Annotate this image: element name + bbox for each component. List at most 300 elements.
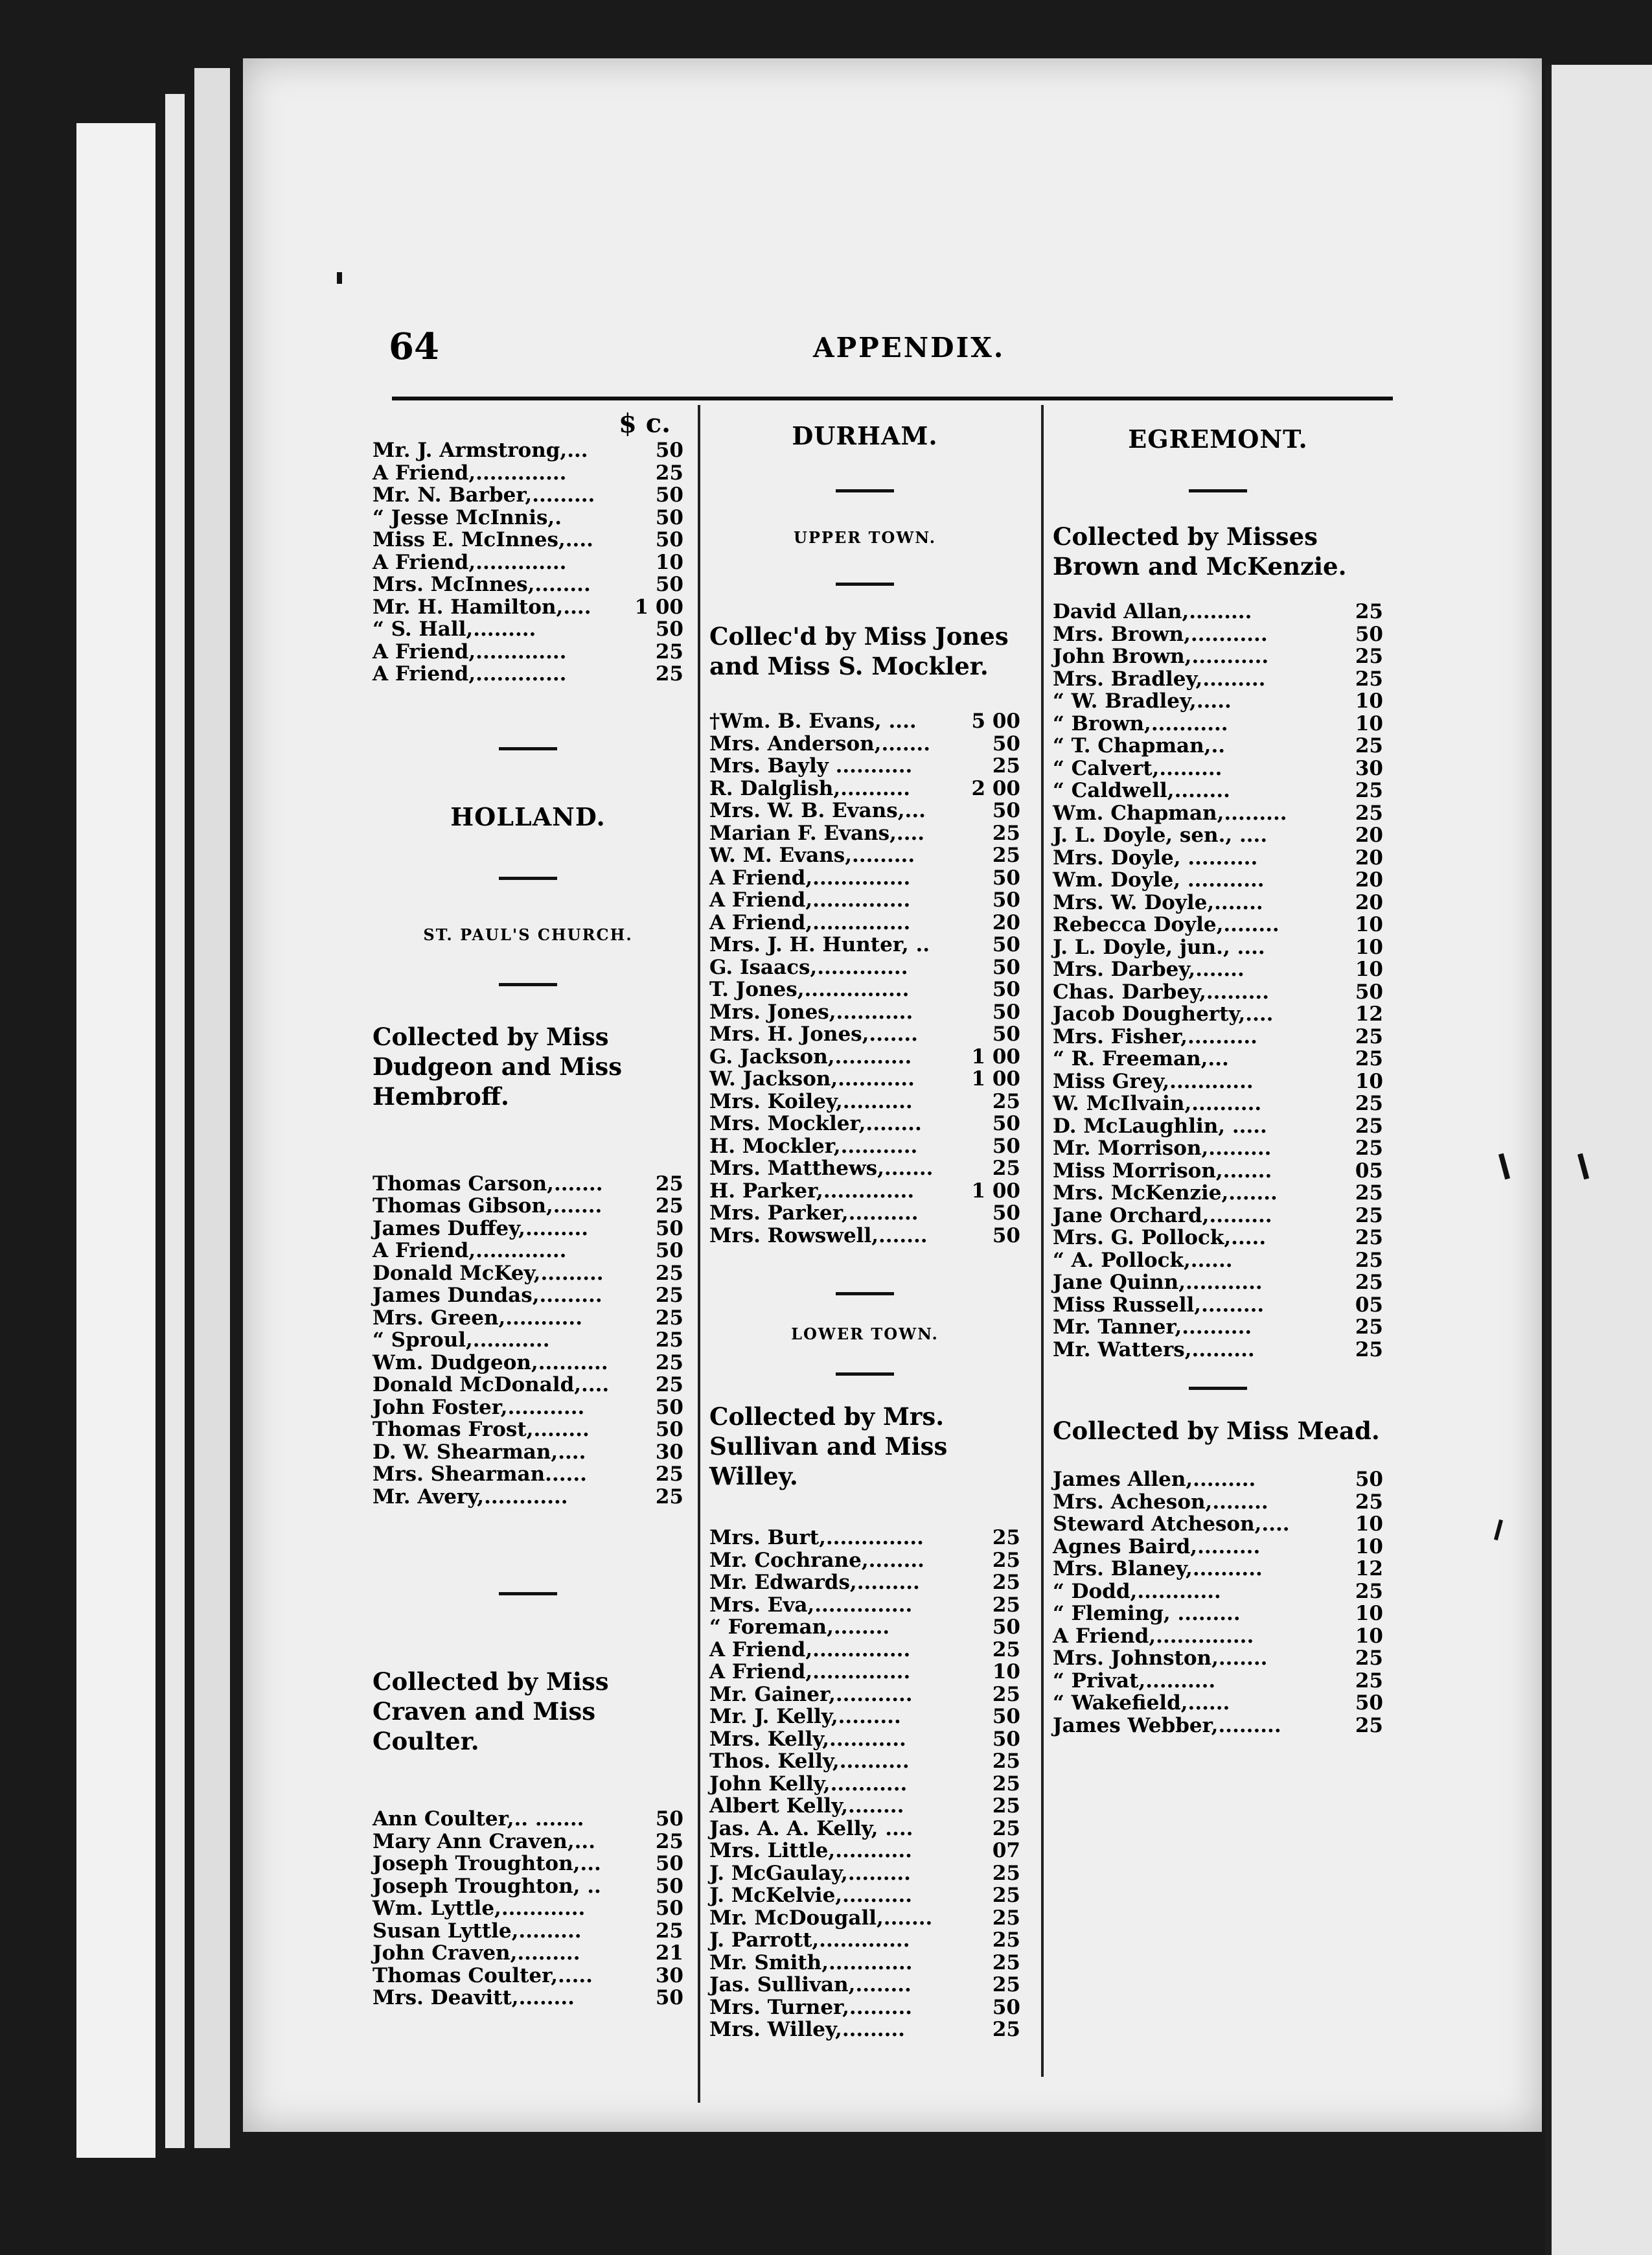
contribution-amount: 05: [1355, 1159, 1383, 1183]
list-item: [1053, 1227, 1383, 1249]
list-item: [1053, 1137, 1383, 1160]
contributor-name: Marian F. Evans,....: [709, 821, 925, 845]
list-item: [709, 710, 1020, 733]
contribution-amount: 1 00: [634, 595, 683, 619]
contribution-amount: 50: [992, 1201, 1020, 1225]
contributor-name: Mr. J. Armstrong,...: [373, 439, 588, 462]
list-craven: [373, 1808, 683, 2009]
contributor-name: Mrs. Burt,..............: [709, 1526, 924, 1549]
contribution-amount: 25: [992, 1906, 1020, 1930]
contribution-amount: 25: [655, 1919, 683, 1943]
contributor-name: W. Jackson,...........: [709, 1067, 915, 1091]
list-item: [709, 1202, 1020, 1225]
contribution-amount: 25: [1355, 801, 1383, 825]
list-item: [1053, 1513, 1383, 1536]
contributor-name: H. Parker,.............: [709, 1179, 915, 1203]
contribution-amount: 50: [655, 1239, 683, 1262]
list-item: [1053, 623, 1383, 646]
contribution-amount: 50: [655, 505, 683, 529]
contributor-name: Chas. Darbey,.........: [1053, 980, 1270, 1004]
list-upper-town: [709, 710, 1020, 1247]
list-item: [373, 618, 683, 641]
list-item: [709, 1046, 1020, 1069]
contributor-name: Ann Coulter,.. .......: [373, 1807, 584, 1831]
page-number: 64: [389, 325, 439, 368]
contributor-name: John Craven,.........: [373, 1941, 580, 1965]
list-item: [373, 1195, 683, 1218]
contributor-name: Thomas Frost,........: [373, 1418, 590, 1441]
contribution-amount: 25: [1355, 1647, 1383, 1670]
contribution-amount: 25: [655, 1194, 683, 1218]
contributor-name: Mr. Morrison,.........: [1053, 1137, 1272, 1160]
contribution-amount: 50: [992, 1000, 1020, 1024]
collector-heading: Collec'd by Miss Jones and Miss S. Mockler.: [709, 622, 1009, 680]
list-holland-top: [373, 439, 683, 686]
contribution-amount: 25: [992, 1571, 1020, 1594]
contribution-amount: 10: [1355, 1624, 1383, 1648]
contribution-amount: 25: [992, 1682, 1020, 1706]
book-page-edge-left-3: [194, 68, 230, 2148]
contributor-name: Mrs. Bradley,.........: [1053, 667, 1266, 691]
list-item: [373, 1808, 683, 1831]
contributor-name: D. W. Shearman,....: [373, 1440, 586, 1464]
contributor-name: Mrs. Darbey,.......: [1053, 958, 1245, 981]
list-item: [373, 1965, 683, 1987]
contribution-amount: 20: [1355, 846, 1383, 870]
contributor-name: Miss Russell,.........: [1053, 1293, 1265, 1317]
contributor-name: Mrs. Eva,..............: [709, 1593, 913, 1617]
list-item: [1053, 1647, 1383, 1670]
list-item: [1053, 958, 1383, 981]
list-item: [373, 596, 683, 619]
list-item: [1053, 1249, 1383, 1272]
contribution-amount: 25: [992, 1637, 1020, 1661]
contributor-name: “ A. Pollock,......: [1053, 1248, 1233, 1272]
list-item: [373, 573, 683, 596]
list-item: [709, 1091, 1020, 1113]
contribution-amount: 10: [1355, 958, 1383, 981]
book-page: [243, 58, 1542, 2132]
contribution-amount: 25: [1355, 1114, 1383, 1138]
contribution-amount: 50: [655, 1807, 683, 1831]
contributor-name: “ Caldwell,........: [1053, 779, 1230, 802]
list-item: [709, 844, 1020, 867]
contribution-amount: 25: [992, 1157, 1020, 1180]
contributor-name: Mr. Tanner,..........: [1053, 1315, 1252, 1339]
contribution-amount: 12: [1355, 1002, 1383, 1026]
contribution-amount: 5 00: [971, 710, 1020, 733]
contributor-name: Mr. Avery,............: [373, 1485, 568, 1509]
contributor-name: Mrs. Kelly,...........: [709, 1727, 906, 1751]
list-item: [709, 1773, 1020, 1796]
list-item: [1053, 914, 1383, 936]
contribution-amount: 2 00: [971, 776, 1020, 800]
list-item: [373, 1987, 683, 2009]
contributor-name: “ S. Hall,.........: [373, 618, 536, 641]
contributor-name: Joseph Troughton, ..: [373, 1874, 601, 1898]
subheading-upper-town: UPPER TOWN.: [793, 528, 937, 547]
contributor-name: A Friend,..............: [709, 866, 911, 890]
contributor-name: “ Privat,..........: [1053, 1669, 1216, 1693]
list-item: [709, 934, 1020, 956]
contribution-amount: 25: [1355, 1024, 1383, 1048]
section-heading-holland: HOLLAND.: [450, 802, 606, 831]
list-item: [1053, 1271, 1383, 1294]
contribution-amount: 25: [655, 1829, 683, 1853]
contributor-name: “ Dodd,............: [1053, 1579, 1221, 1603]
contributor-name: G. Isaacs,.............: [709, 955, 908, 979]
contributor-name: Mrs. Parker,..........: [709, 1201, 919, 1225]
list-item: [1053, 1070, 1383, 1093]
contributor-name: David Allan,.........: [1053, 600, 1252, 623]
contribution-amount: 25: [1355, 645, 1383, 668]
contribution-amount: 25: [655, 1373, 683, 1396]
contributor-name: Rebecca Doyle,........: [1053, 913, 1279, 936]
collector-heading: Collected by Miss Mead.: [1053, 1417, 1380, 1445]
list-item: [709, 1157, 1020, 1180]
list-item: [1053, 1536, 1383, 1558]
list-item: [1053, 1670, 1383, 1693]
list-item: [709, 1616, 1020, 1639]
list-item: [709, 1795, 1020, 1818]
list-item: [709, 1996, 1020, 2019]
contributor-name: Mrs. Brown,...........: [1053, 622, 1268, 646]
contribution-amount: 25: [1355, 1047, 1383, 1070]
contribution-amount: 50: [992, 1727, 1020, 1751]
contributor-name: Steward Atcheson,....: [1053, 1512, 1290, 1536]
contribution-amount: 25: [992, 1750, 1020, 1773]
contributor-name: G. Jackson,...........: [709, 1045, 912, 1069]
list-item: [709, 867, 1020, 890]
contributor-name: J. McKelvie,..........: [709, 1884, 913, 1907]
margin-mark: [337, 272, 342, 284]
contributor-name: James Duffey,.........: [373, 1216, 589, 1240]
contributor-name: A Friend,..............: [709, 1637, 911, 1661]
list-item: [1053, 1294, 1383, 1317]
contribution-amount: 25: [992, 754, 1020, 778]
contributor-name: Mrs. Anderson,.......: [709, 732, 931, 756]
contributor-name: A Friend,.............: [373, 640, 567, 664]
list-item: [709, 1135, 1020, 1158]
contribution-amount: 50: [992, 978, 1020, 1001]
list-item: [709, 1180, 1020, 1203]
list-mead: [1053, 1468, 1383, 1737]
contribution-amount: 50: [655, 1986, 683, 2009]
list-item: [373, 1329, 683, 1352]
list-item: [373, 1218, 683, 1240]
list-item: [709, 956, 1020, 979]
contribution-amount: 25: [1355, 1579, 1383, 1603]
contributor-name: “ R. Freeman,...: [1053, 1047, 1229, 1070]
list-item: [709, 1683, 1020, 1706]
book-page-edge-left-2: [165, 94, 185, 2148]
contributor-name: A Friend,..............: [1053, 1624, 1254, 1648]
contribution-amount: 50: [992, 866, 1020, 890]
list-item: [709, 1549, 1020, 1572]
contributor-name: “ Fleming, .........: [1053, 1602, 1241, 1625]
list-item: [373, 1920, 683, 1943]
contributor-name: Donald McKey,.........: [373, 1261, 604, 1285]
list-item: [373, 663, 683, 686]
contributor-name: Mrs. Fisher,..........: [1053, 1024, 1257, 1048]
contribution-amount: 50: [655, 1418, 683, 1441]
collector-heading: Collected by Mrs. Sullivan and Miss Willey.: [709, 1402, 948, 1490]
contribution-amount: 25: [1355, 600, 1383, 623]
list-item: [709, 1023, 1020, 1046]
contributor-name: Thomas Carson,.......: [373, 1172, 603, 1196]
contributor-name: A Friend,..............: [709, 910, 911, 934]
list-item: [709, 978, 1020, 1001]
contribution-amount: 50: [992, 933, 1020, 956]
contributor-name: John Foster,...........: [373, 1395, 585, 1419]
contributor-name: Wm. Chapman,.........: [1053, 801, 1287, 825]
contributor-name: H. Mockler,...........: [709, 1134, 918, 1158]
contributor-name: Jas. A. A. Kelly, ....: [709, 1816, 913, 1840]
contributor-name: Mrs. Doyle, ..........: [1053, 846, 1258, 870]
contributor-name: Mrs. Mockler,........: [709, 1112, 922, 1135]
contribution-amount: 25: [992, 1089, 1020, 1113]
list-item: [1053, 1468, 1383, 1491]
contribution-amount: 25: [1355, 1248, 1383, 1272]
list-item: [1053, 1182, 1383, 1205]
contribution-amount: 07: [992, 1839, 1020, 1862]
contributor-name: Mary Ann Craven,...: [373, 1829, 595, 1853]
contribution-amount: 10: [1355, 1602, 1383, 1625]
contributor-name: D. McLaughlin, .....: [1053, 1114, 1267, 1138]
collector-heading: Collected by Miss Dudgeon and Miss Hembroff.: [373, 1022, 623, 1111]
list-egremont: [1053, 601, 1383, 1361]
contribution-amount: 25: [1355, 667, 1383, 691]
contribution-amount: 50: [992, 1223, 1020, 1247]
contribution-amount: 25: [655, 1485, 683, 1509]
contribution-amount: 25: [992, 1772, 1020, 1796]
contribution-amount: 50: [992, 732, 1020, 756]
list-item: [1053, 1205, 1383, 1227]
contributor-name: Mrs. McKenzie,.......: [1053, 1181, 1278, 1205]
contributor-name: Mrs. J. H. Hunter, ..: [709, 933, 930, 956]
contribution-amount: 10: [992, 1660, 1020, 1683]
contribution-amount: 50: [992, 1112, 1020, 1135]
contributor-name: Thomas Coulter,.....: [373, 1963, 593, 1987]
contribution-amount: 25: [1355, 1092, 1383, 1115]
list-item: [1053, 1558, 1383, 1580]
contribution-amount: 20: [992, 910, 1020, 934]
list-item: [1053, 780, 1383, 802]
list-item: [709, 1001, 1020, 1024]
contributor-name: Wm. Doyle, ...........: [1053, 868, 1265, 892]
contribution-amount: 05: [1355, 1293, 1383, 1317]
contributor-name: Mrs. W. Doyle,.......: [1053, 890, 1263, 914]
contributor-name: Mrs. Acheson,........: [1053, 1490, 1268, 1514]
contribution-amount: 25: [992, 1973, 1020, 1996]
contribution-amount: 25: [655, 1306, 683, 1330]
contribution-amount: 10: [655, 550, 683, 574]
contribution-amount: 10: [1355, 689, 1383, 713]
list-item: [709, 755, 1020, 778]
list-item: [373, 529, 683, 551]
contributor-name: Jas. Sullivan,........: [709, 1973, 912, 1996]
contributor-name: “ W. Bradley,.....: [1053, 689, 1232, 713]
contribution-amount: 50: [655, 1874, 683, 1898]
collector-heading: Collected by Miss Craven and Miss Coulter.: [373, 1667, 609, 1755]
list-item: [1053, 668, 1383, 691]
contribution-amount: 50: [655, 439, 683, 462]
list-item: [1053, 601, 1383, 623]
contributor-name: Mrs. Johnston,.......: [1053, 1647, 1268, 1670]
list-item: [1053, 802, 1383, 825]
list-item: [709, 912, 1020, 934]
list-item: [709, 1974, 1020, 1996]
list-item: [373, 462, 683, 485]
contributor-name: Mr. J. Kelly,.........: [709, 1705, 901, 1728]
contributor-name: Mr. Edwards,.........: [709, 1571, 920, 1594]
column-right: [1053, 408, 1383, 1737]
list-item: [709, 1884, 1020, 1907]
list-item: [1053, 1339, 1383, 1361]
column-rule-1: [698, 405, 700, 2103]
list-item: [1053, 892, 1383, 914]
contributor-name: Thos. Kelly,..........: [709, 1750, 910, 1773]
contribution-amount: 50: [992, 955, 1020, 979]
list-lower-town: [709, 1527, 1020, 2041]
list-item: [373, 439, 683, 462]
contribution-amount: 25: [655, 662, 683, 686]
column-rule-2: [1041, 405, 1044, 2077]
contribution-amount: 10: [1355, 711, 1383, 735]
contribution-amount: 50: [655, 1216, 683, 1240]
contribution-amount: 25: [1355, 734, 1383, 757]
list-item: [373, 641, 683, 664]
contribution-amount: 50: [992, 1023, 1020, 1046]
contributor-name: Mr. McDougall,.......: [709, 1906, 933, 1930]
contributor-name: J. L. Doyle, sen., ....: [1053, 824, 1268, 847]
contributor-name: A Friend,.............: [373, 662, 567, 686]
contributor-name: Mrs. Rowswell,.......: [709, 1223, 928, 1247]
list-item: [1053, 757, 1383, 780]
contribution-amount: 25: [992, 844, 1020, 867]
list-item: [709, 1929, 1020, 1952]
contribution-amount: 50: [992, 1615, 1020, 1639]
list-item: [373, 1897, 683, 1920]
contributor-name: Jane Quinn,...........: [1053, 1271, 1263, 1294]
contribution-amount: 10: [1355, 913, 1383, 936]
list-item: [709, 800, 1020, 822]
list-item: [373, 1418, 683, 1441]
list-item: [1053, 735, 1383, 757]
column-left: [373, 408, 683, 2009]
list-item: [1053, 847, 1383, 870]
list-item: [1053, 869, 1383, 892]
contributor-name: Miss Grey,............: [1053, 1069, 1254, 1093]
contributor-name: Thomas Gibson,.......: [373, 1194, 602, 1218]
contributor-name: Agnes Baird,.........: [1053, 1534, 1261, 1558]
list-item: [1053, 1115, 1383, 1138]
contribution-amount: 25: [992, 1794, 1020, 1818]
contributor-name: Mrs. Willey,.........: [709, 2018, 905, 2041]
list-item: [1053, 1580, 1383, 1603]
currency-header: $ c.: [618, 408, 671, 439]
contribution-amount: 50: [655, 573, 683, 596]
contribution-amount: 25: [655, 1172, 683, 1196]
contribution-amount: 25: [1355, 1315, 1383, 1339]
list-item: [373, 1853, 683, 1875]
list-item: [1053, 1602, 1383, 1625]
contribution-amount: 25: [992, 1548, 1020, 1572]
contributor-name: R. Dalglish,..........: [709, 776, 911, 800]
list-item: [373, 484, 683, 507]
contribution-amount: 25: [992, 1526, 1020, 1549]
contribution-amount: 50: [1355, 1691, 1383, 1715]
contribution-amount: 25: [655, 1284, 683, 1307]
list-item: [373, 551, 683, 574]
list-item: [373, 1307, 683, 1330]
contribution-amount: 50: [1355, 622, 1383, 646]
contributor-name: Mr. Smith,............: [709, 1950, 913, 1974]
list-item: [1053, 1048, 1383, 1070]
list-item: [709, 778, 1020, 800]
contributor-name: Mrs. Deavitt,........: [373, 1986, 575, 2009]
list-item: [373, 1262, 683, 1285]
contributor-name: Mr. Watters,.........: [1053, 1337, 1255, 1361]
contribution-amount: 25: [655, 1328, 683, 1352]
list-item: [1053, 1692, 1383, 1715]
list-item: [709, 1840, 1020, 1862]
contributor-name: Donald McDonald,....: [373, 1373, 610, 1396]
contribution-amount: 1 00: [971, 1067, 1020, 1091]
list-item: [1053, 936, 1383, 959]
contribution-amount: 50: [655, 483, 683, 507]
contributor-name: A Friend,.............: [373, 550, 567, 574]
list-item: [373, 507, 683, 529]
list-item: [709, 1907, 1020, 1930]
contribution-amount: 25: [1355, 1337, 1383, 1361]
list-item: [373, 1942, 683, 1965]
list-item: [709, 1818, 1020, 1840]
contribution-amount: 20: [1355, 824, 1383, 847]
section-heading-egremont: EGREMONT.: [1128, 424, 1308, 454]
section-heading-durham: DURHAM.: [792, 421, 938, 450]
contributor-name: A Friend,..............: [709, 1660, 911, 1683]
list-item: [1053, 1491, 1383, 1514]
list-item: [709, 822, 1020, 845]
contribution-amount: 25: [992, 1861, 1020, 1885]
list-item: [709, 1706, 1020, 1728]
contribution-amount: 30: [655, 1963, 683, 1987]
contributor-name: J. McGaulay,.........: [709, 1861, 911, 1885]
contributor-name: Mrs. Koiley,..........: [709, 1089, 913, 1113]
contribution-amount: 20: [1355, 868, 1383, 892]
collector-heading: Collected by Misses Brown and McKenzie.: [1053, 522, 1347, 581]
list-item: [1053, 1160, 1383, 1183]
list-item: [373, 1486, 683, 1509]
list-item: [709, 1661, 1020, 1683]
contribution-amount: 21: [655, 1941, 683, 1965]
page-header: [243, 266, 1542, 376]
book-page-edge-left: [76, 123, 155, 2158]
contributor-name: “ Brown,...........: [1053, 711, 1228, 735]
contribution-amount: 50: [655, 618, 683, 641]
list-item: [373, 1352, 683, 1374]
contribution-amount: 25: [1355, 1203, 1383, 1227]
list-item: [373, 1240, 683, 1262]
list-item: [709, 1862, 1020, 1885]
contribution-amount: 50: [992, 1995, 1020, 2019]
list-item: [373, 1875, 683, 1898]
contribution-amount: 25: [992, 1816, 1020, 1840]
list-item: [709, 1068, 1020, 1091]
contributor-name: Mr. H. Hamilton,....: [373, 595, 591, 619]
list-item: [373, 1831, 683, 1853]
